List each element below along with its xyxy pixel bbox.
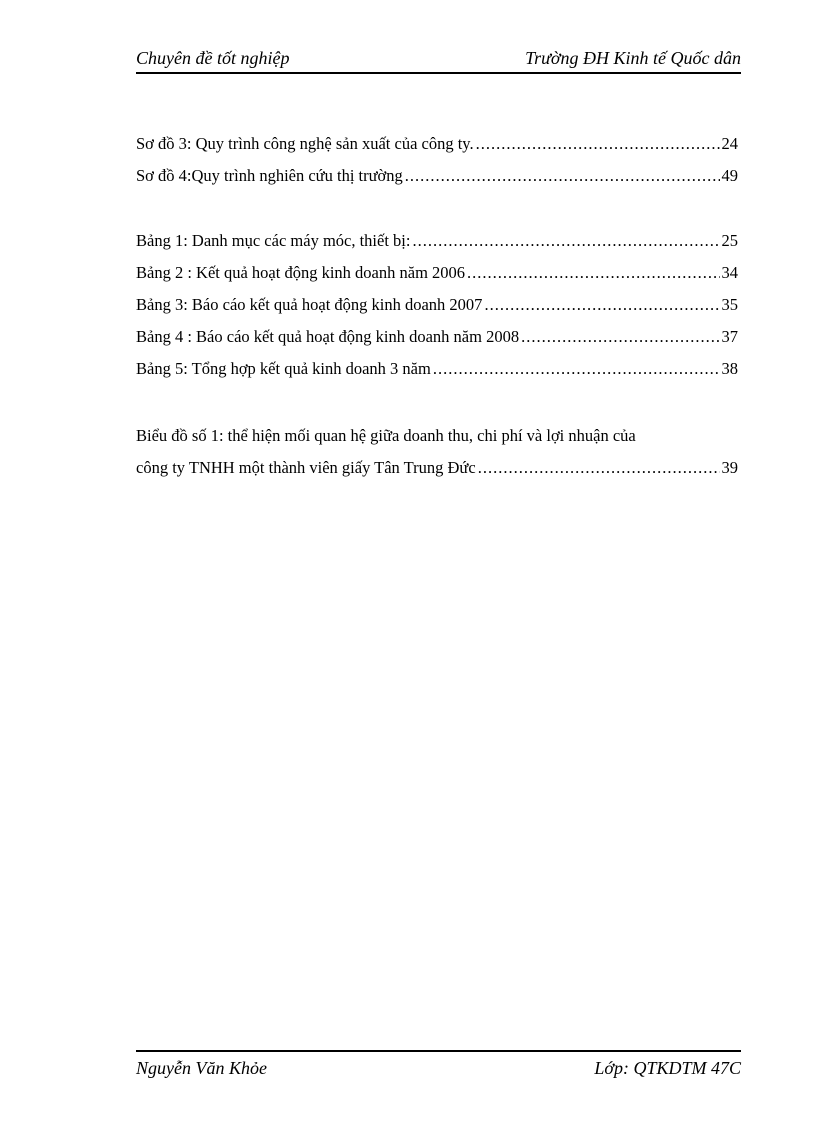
toc-entry-page: 37 [721, 327, 738, 346]
toc-entry-title: Bảng 4 : Báo cáo kết quả hoạt động kinh doanh năm 2008 [136, 327, 520, 346]
toc-entry-page: 34 [721, 263, 738, 282]
toc-entry-diagram-3[interactable] [136, 128, 738, 160]
toc-leader-dots [476, 128, 720, 160]
page-footer [136, 1050, 741, 1078]
toc-leader-dots [484, 289, 719, 321]
toc-entry-diagram-4[interactable] [136, 160, 738, 192]
toc-entry-page: 39 [721, 458, 738, 477]
footer-author: Nguyễn Văn Khỏe [136, 1058, 267, 1078]
header-right-text: Trường ĐH Kinh tế Quốc dân [525, 48, 741, 68]
toc-entry-table-1[interactable] [136, 225, 738, 257]
toc-entry-table-3[interactable] [136, 289, 738, 321]
toc-entry-page: 25 [721, 231, 738, 250]
toc-entry-chart-1[interactable] [136, 452, 738, 484]
diagram-list [136, 128, 738, 192]
toc-leader-dots [433, 353, 720, 385]
header-left-text: Chuyên đề tốt nghiệp [136, 48, 290, 68]
toc-entry-title: Bảng 1: Danh mục các máy móc, thiết bị: [136, 231, 411, 250]
toc-entry-title: Bảng 5: Tổng hợp kết quả kinh doanh 3 năm [136, 359, 431, 378]
toc-entry-title: Sơ đồ 3: Quy trình công nghệ sản xuất của công ty. [136, 134, 474, 153]
footer-class: Lớp: QTKDTM 47C [594, 1058, 741, 1078]
toc-entry-table-2[interactable] [136, 257, 738, 289]
toc-leader-dots [467, 257, 719, 289]
page-header [136, 48, 741, 74]
toc-entry-page: 35 [721, 295, 738, 314]
toc-entry-title: Bảng 2 : Kết quả hoạt động kinh doanh năm 2006 [136, 263, 466, 282]
toc-leader-dots [478, 452, 720, 484]
toc-entry-page: 38 [721, 359, 738, 378]
toc-leader-dots [521, 321, 719, 353]
toc-entry-title: công ty TNHH một thành viên giấy Tân Trung Đức [136, 458, 476, 477]
toc-entry-title: Bảng 3: Báo cáo kết quả hoạt động kinh doanh 2007 [136, 295, 483, 314]
table-list [136, 225, 738, 385]
toc-entry-table-5[interactable] [136, 353, 738, 385]
toc-leader-dots [405, 160, 720, 192]
toc-entry-page: 24 [721, 134, 738, 153]
toc-entry-page: 49 [721, 166, 738, 185]
toc-leader-dots [412, 225, 719, 257]
toc-entry-table-4[interactable] [136, 321, 738, 353]
chart-list [136, 420, 738, 484]
toc-entry-chart-1-line1[interactable]: Biểu đồ số 1: thể hiện mối quan hệ giữa doanh thu, chi phí và lợi nhuận của [136, 426, 636, 445]
toc-entry-title: Sơ đồ 4:Quy trình nghiên cứu thị trường [136, 166, 403, 185]
